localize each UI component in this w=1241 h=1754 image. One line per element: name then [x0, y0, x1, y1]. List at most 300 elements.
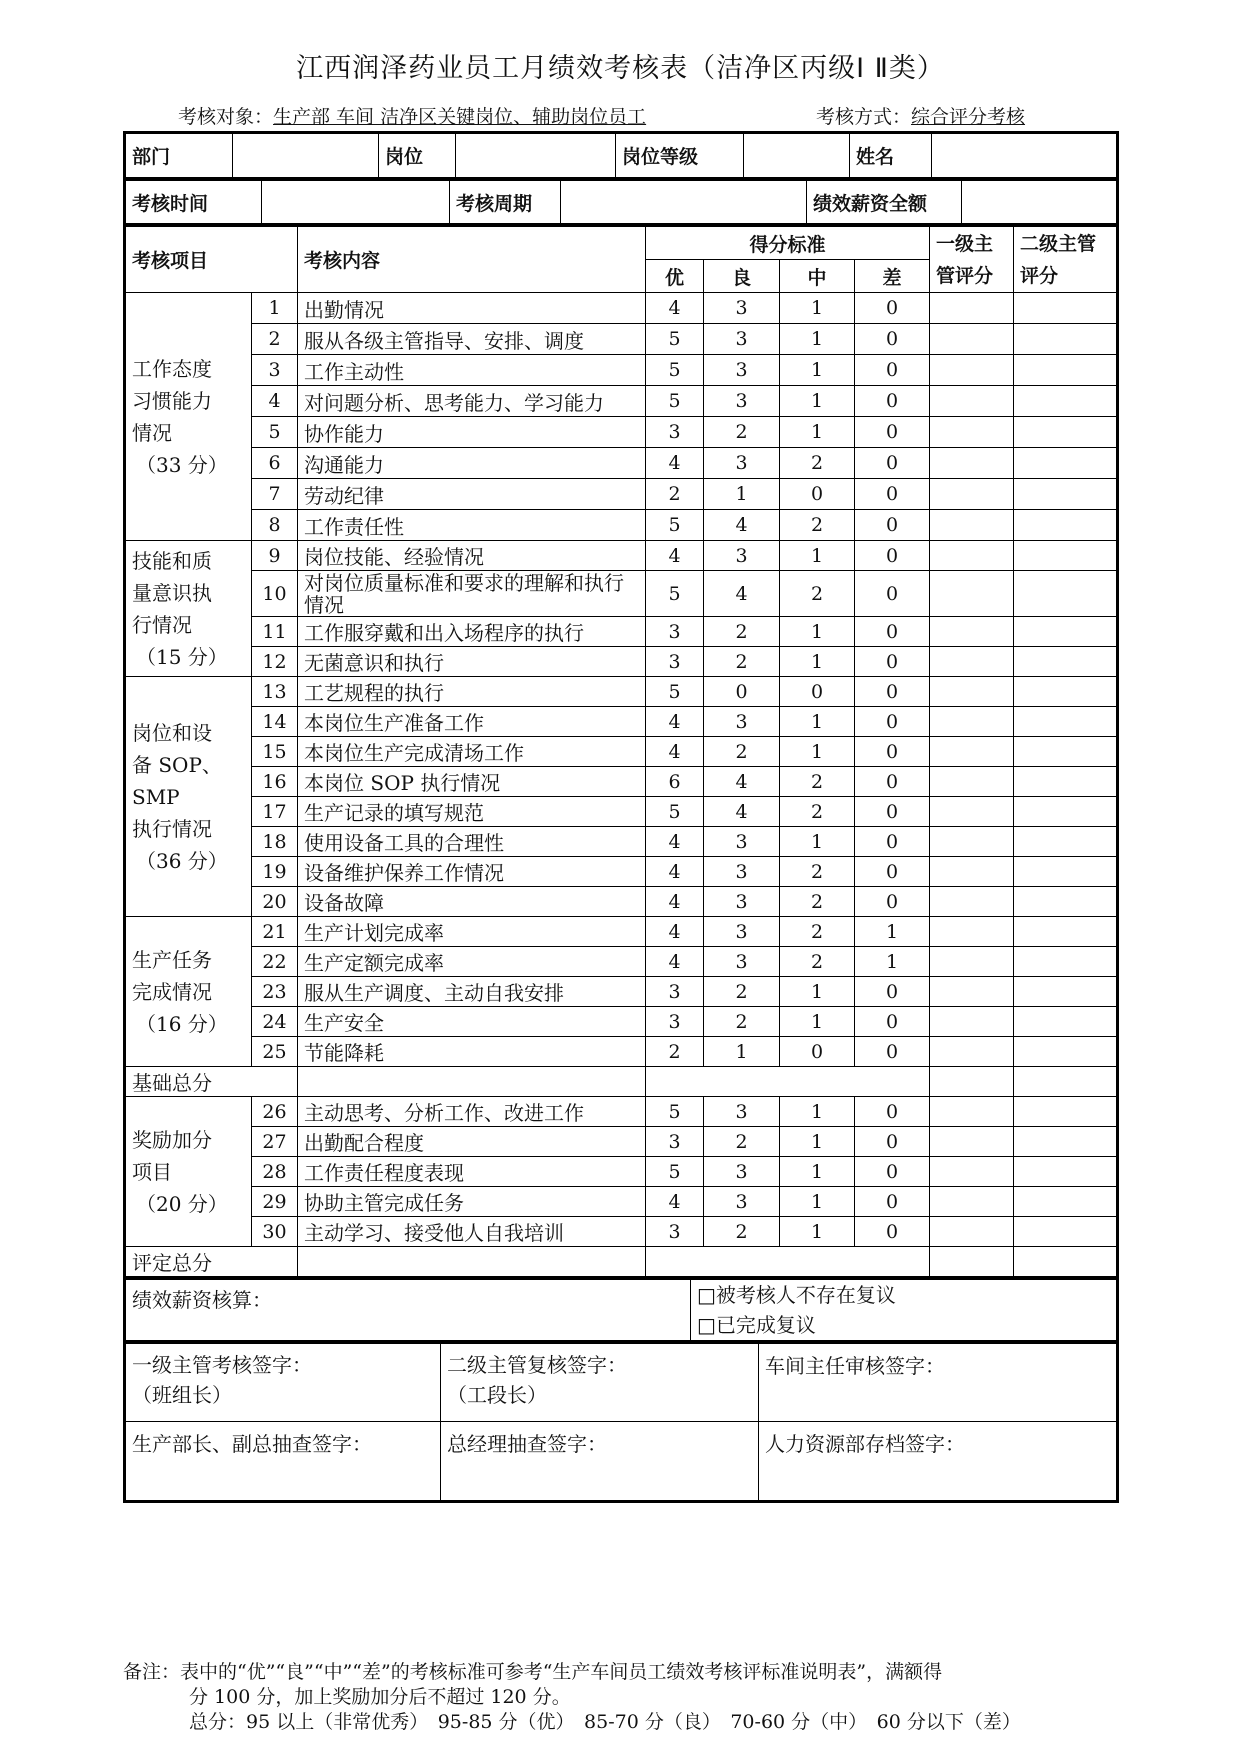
score-standard: 6	[646, 767, 704, 797]
sup2-score-cell[interactable]	[1014, 293, 1118, 324]
category-line: 技能和质	[132, 548, 212, 573]
header-standard: 得分标准	[646, 227, 930, 260]
sup1-score-cell[interactable]	[930, 1157, 1014, 1187]
period-field[interactable]	[561, 181, 807, 225]
category-line: 情况	[132, 420, 172, 445]
category-line: 奖励加分	[132, 1127, 212, 1152]
sup2-score-cell[interactable]	[1014, 479, 1118, 510]
header-good: 良	[704, 260, 780, 293]
score-standard: 3	[704, 355, 780, 386]
item-content: 本岗位生产准备工作	[298, 707, 646, 737]
score-standard: 0	[780, 479, 855, 510]
category-line: 工作态度	[132, 356, 212, 381]
score-standard: 5	[646, 510, 704, 541]
score-standard: 0	[855, 887, 930, 917]
item-number: 15	[252, 737, 298, 767]
sup1-score-cell[interactable]	[930, 571, 1014, 617]
header-mid: 中	[780, 260, 855, 293]
sup1-score-cell[interactable]	[930, 1007, 1014, 1037]
sup1-score-cell[interactable]	[930, 767, 1014, 797]
sup1-sign-sub: （班组长）	[132, 1383, 232, 1407]
info-table-2	[123, 180, 1119, 226]
base-total-sup1[interactable]	[930, 1067, 1014, 1097]
header-sup1: 一级主管评分	[930, 227, 1014, 293]
score-standard: 3	[646, 1127, 704, 1157]
score-standard: 0	[855, 293, 930, 324]
score-standard: 4	[646, 947, 704, 977]
score-standard: 1	[780, 1187, 855, 1217]
score-standard: 2	[704, 417, 780, 448]
item-content: 主动学习、接受他人自我培训	[298, 1217, 646, 1247]
sup2-score-cell[interactable]	[1014, 1127, 1118, 1157]
score-standard: 0	[855, 1007, 930, 1037]
notes	[123, 1660, 1133, 1735]
item-content: 沟通能力	[298, 448, 646, 479]
sup2-score-cell[interactable]	[1014, 767, 1118, 797]
prod-head-sign[interactable]	[125, 1422, 441, 1502]
base-total-content	[298, 1067, 646, 1097]
score-standard: 0	[855, 448, 930, 479]
score-standard: 3	[646, 417, 704, 448]
table-row	[125, 647, 1118, 677]
subject-label: 考核对象：	[178, 106, 274, 128]
sup2-score-cell[interactable]	[1014, 647, 1118, 677]
hr-sign-label: 人力资源部存档签字：	[765, 1432, 965, 1456]
sup2-score-cell[interactable]	[1014, 797, 1118, 827]
item-number: 2	[252, 324, 298, 355]
category-line: 备 SOP、SMP	[132, 752, 222, 809]
gm-sign[interactable]	[441, 1422, 759, 1502]
item-content: 使用设备工具的合理性	[298, 827, 646, 857]
header-excellent: 优	[646, 260, 704, 293]
category-line: 量意识执	[132, 580, 212, 605]
sup1-score-cell[interactable]	[930, 479, 1014, 510]
sup2-score-cell[interactable]	[1014, 386, 1118, 417]
sup1-sign[interactable]	[125, 1344, 441, 1422]
score-standard: 1	[780, 827, 855, 857]
sup2-score-cell[interactable]	[1014, 977, 1118, 1007]
score-standard: 2	[780, 448, 855, 479]
item-number: 8	[252, 510, 298, 541]
item-content: 工作责任性	[298, 510, 646, 541]
item-number: 21	[252, 917, 298, 947]
table-row	[125, 479, 1118, 510]
table-row	[125, 510, 1118, 541]
review-done-checkbox[interactable]: □已完成复议	[697, 1313, 816, 1337]
table-row	[125, 448, 1118, 479]
sup1-score-cell[interactable]	[930, 647, 1014, 677]
table-row	[125, 797, 1118, 827]
sup2-sign-sub: （工段长）	[447, 1383, 547, 1407]
review-checks	[691, 1280, 1118, 1342]
score-standard: 4	[704, 510, 780, 541]
score-standard: 0	[780, 1037, 855, 1067]
category-cell	[125, 677, 252, 917]
eval-total-sup1[interactable]	[930, 1247, 1014, 1278]
table-row	[125, 737, 1118, 767]
header-item: 考核项目	[125, 227, 298, 293]
score-standard: 2	[780, 767, 855, 797]
score-standard: 0	[855, 1097, 930, 1127]
post-label: 岗位	[379, 133, 456, 179]
score-standard: 1	[780, 293, 855, 324]
item-content: 对问题分析、思考能力、学习能力	[298, 386, 646, 417]
sup2-score-cell[interactable]	[1014, 827, 1118, 857]
item-content: 设备故障	[298, 887, 646, 917]
prod-head-sign-label: 生产部长、副总抽查签字：	[132, 1432, 372, 1456]
item-content: 劳动纪律	[298, 479, 646, 510]
score-standard: 2	[780, 947, 855, 977]
category-line: 行情况	[132, 612, 192, 637]
score-standard: 1	[780, 707, 855, 737]
sup2-score-cell[interactable]	[1014, 510, 1118, 541]
score-standard: 5	[646, 324, 704, 355]
score-standard: 2	[704, 737, 780, 767]
score-standard: 3	[646, 617, 704, 647]
sup1-score-cell[interactable]	[930, 1217, 1014, 1247]
table-row	[125, 917, 1118, 947]
category-line: （36 分）	[136, 848, 228, 873]
item-content: 工艺规程的执行	[298, 677, 646, 707]
sup2-score-cell[interactable]	[1014, 417, 1118, 448]
sup1-score-cell[interactable]	[930, 324, 1014, 355]
category-cell	[125, 1097, 252, 1247]
score-standard: 2	[780, 887, 855, 917]
score-standard: 1	[704, 1037, 780, 1067]
score-standard: 4	[646, 887, 704, 917]
score-standard: 1	[780, 355, 855, 386]
table-row	[125, 1007, 1118, 1037]
post-level-field[interactable]	[744, 133, 850, 179]
score-standard: 2	[780, 510, 855, 541]
score-standard: 2	[704, 617, 780, 647]
item-number: 4	[252, 386, 298, 417]
score-standard: 3	[646, 1007, 704, 1037]
hr-sign[interactable]	[759, 1422, 1118, 1502]
score-standard: 5	[646, 1157, 704, 1187]
item-content: 生产计划完成率	[298, 917, 646, 947]
score-standard: 2	[704, 1217, 780, 1247]
no-review-checkbox[interactable]: □被考核人不存在复议	[697, 1283, 896, 1307]
sup2-score-cell[interactable]	[1014, 677, 1118, 707]
score-standard: 4	[646, 293, 704, 324]
sup2-score-cell[interactable]	[1014, 324, 1118, 355]
sup2-score-cell[interactable]	[1014, 707, 1118, 737]
time-field[interactable]	[262, 181, 450, 225]
category-line: （15 分）	[136, 644, 228, 669]
table-row	[125, 355, 1118, 386]
item-number: 13	[252, 677, 298, 707]
sup1-score-cell[interactable]	[930, 417, 1014, 448]
score-standard: 2	[704, 1127, 780, 1157]
name-field[interactable]	[932, 133, 1118, 179]
sup2-score-cell[interactable]	[1014, 1187, 1118, 1217]
table-row	[125, 293, 1118, 324]
category-line: （20 分）	[136, 1191, 228, 1216]
sup1-score-cell[interactable]	[930, 947, 1014, 977]
sup1-score-cell[interactable]	[930, 448, 1014, 479]
item-content: 对岗位质量标准和要求的理解和执行情况	[298, 571, 646, 617]
score-standard: 2	[646, 1037, 704, 1067]
score-standard: 0	[855, 1187, 930, 1217]
table-row	[125, 1217, 1118, 1247]
score-standard: 1	[855, 947, 930, 977]
score-standard: 3	[704, 1187, 780, 1217]
sup1-sign-label: 一级主管考核签字：	[132, 1353, 312, 1377]
evaluation-form	[123, 131, 1116, 1503]
item-content: 工作主动性	[298, 355, 646, 386]
score-standard: 0	[855, 737, 930, 767]
item-number: 26	[252, 1097, 298, 1127]
item-content: 主动思考、分析工作、改进工作	[298, 1097, 646, 1127]
score-standard: 5	[646, 677, 704, 707]
score-standard: 3	[704, 324, 780, 355]
score-standard: 5	[646, 571, 704, 617]
sup2-score-cell[interactable]	[1014, 541, 1118, 571]
sup1-score-cell[interactable]	[930, 977, 1014, 1007]
score-standard: 4	[646, 707, 704, 737]
table-row	[125, 386, 1118, 417]
table-row	[125, 1037, 1118, 1067]
sup1-score-cell[interactable]	[930, 541, 1014, 571]
item-number: 30	[252, 1217, 298, 1247]
scoring-table	[123, 226, 1119, 1279]
category-cell	[125, 293, 252, 541]
score-standard: 0	[855, 1037, 930, 1067]
notes-line-2: 分 100 分，加上奖励加分后不超过 120 分。	[189, 1686, 571, 1708]
score-standard: 0	[855, 767, 930, 797]
subject-value: 生产部 车间 洁净区关键岗位、辅助岗位员工	[273, 106, 647, 128]
item-number: 3	[252, 355, 298, 386]
sup1-score-cell[interactable]	[930, 1097, 1014, 1127]
score-standard: 3	[704, 947, 780, 977]
sup1-score-cell[interactable]	[930, 677, 1014, 707]
score-standard: 0	[855, 977, 930, 1007]
sup1-score-cell[interactable]	[930, 707, 1014, 737]
salary-calc-label: 绩效薪资核算：	[125, 1280, 691, 1342]
score-standard: 0	[855, 707, 930, 737]
score-standard: 3	[704, 386, 780, 417]
salary-total-field[interactable]	[962, 181, 1118, 225]
category-line: （16 分）	[136, 1011, 228, 1036]
gm-sign-label: 总经理抽查签字：	[447, 1432, 607, 1456]
item-number: 25	[252, 1037, 298, 1067]
item-content: 服从生产调度、主动自我安排	[298, 977, 646, 1007]
table-row	[125, 977, 1118, 1007]
table-row	[125, 1097, 1118, 1127]
item-number: 16	[252, 767, 298, 797]
category-line: （33 分）	[136, 452, 228, 477]
score-standard: 1	[780, 617, 855, 647]
eval-total-score[interactable]	[646, 1247, 930, 1278]
item-number: 12	[252, 647, 298, 677]
score-standard: 2	[704, 647, 780, 677]
score-standard: 0	[855, 827, 930, 857]
sup2-sign-label: 二级主管复核签字：	[447, 1353, 627, 1377]
score-standard: 3	[704, 293, 780, 324]
score-standard: 5	[646, 355, 704, 386]
table-row	[125, 767, 1118, 797]
sup2-score-cell[interactable]	[1014, 1217, 1118, 1247]
sup1-score-cell[interactable]	[930, 1127, 1014, 1157]
category-line: 项目	[132, 1159, 172, 1184]
sup1-score-cell[interactable]	[930, 797, 1014, 827]
table-row	[125, 617, 1118, 647]
score-standard: 0	[855, 1217, 930, 1247]
post-field[interactable]	[456, 133, 616, 179]
table-row	[125, 827, 1118, 857]
table-row	[125, 1157, 1118, 1187]
score-standard: 0	[855, 1127, 930, 1157]
table-row	[125, 1127, 1118, 1157]
score-standard: 5	[646, 386, 704, 417]
score-standard: 1	[780, 1097, 855, 1127]
assessment-subject	[178, 102, 646, 129]
item-number: 10	[252, 571, 298, 617]
score-standard: 3	[704, 1157, 780, 1187]
item-number: 9	[252, 541, 298, 571]
score-standard: 1	[855, 917, 930, 947]
header-sup2: 二级主管评分	[1014, 227, 1118, 293]
table-row	[125, 857, 1118, 887]
sup2-score-cell[interactable]	[1014, 917, 1118, 947]
item-number: 29	[252, 1187, 298, 1217]
header-poor: 差	[855, 260, 930, 293]
eval-total-sup2[interactable]	[1014, 1247, 1118, 1278]
score-standard: 4	[646, 857, 704, 887]
table-row	[125, 324, 1118, 355]
sup2-score-cell[interactable]	[1014, 617, 1118, 647]
method-value: 综合评分考核	[911, 106, 1026, 128]
sup2-score-cell[interactable]	[1014, 1157, 1118, 1187]
table-row	[125, 541, 1118, 571]
sup2-score-cell[interactable]	[1014, 1037, 1118, 1067]
sup1-score-cell[interactable]	[930, 355, 1014, 386]
score-standard: 0	[704, 677, 780, 707]
score-standard: 2	[780, 917, 855, 947]
item-number: 18	[252, 827, 298, 857]
score-standard: 3	[704, 887, 780, 917]
base-total-row	[125, 1067, 1118, 1097]
item-content: 生产定额完成率	[298, 947, 646, 977]
score-standard: 4	[646, 541, 704, 571]
item-content: 生产记录的填写规范	[298, 797, 646, 827]
score-standard: 3	[704, 827, 780, 857]
score-standard: 0	[855, 541, 930, 571]
sup2-sign[interactable]	[441, 1344, 759, 1422]
table-row	[125, 677, 1118, 707]
sup1-score-cell[interactable]	[930, 510, 1014, 541]
item-number: 28	[252, 1157, 298, 1187]
sup1-score-cell[interactable]	[930, 293, 1014, 324]
dept-label: 部门	[125, 133, 233, 179]
score-standard: 0	[855, 617, 930, 647]
item-number: 6	[252, 448, 298, 479]
sup1-score-cell[interactable]	[930, 857, 1014, 887]
category-line: 执行情况	[132, 816, 212, 841]
sup2-score-cell[interactable]	[1014, 448, 1118, 479]
category-line: 生产任务	[132, 947, 212, 972]
score-standard: 3	[646, 647, 704, 677]
score-standard: 2	[646, 479, 704, 510]
sup2-score-cell[interactable]	[1014, 857, 1118, 887]
score-standard: 0	[855, 479, 930, 510]
table-row	[125, 947, 1118, 977]
sup2-score-cell[interactable]	[1014, 737, 1118, 767]
table-row	[125, 1187, 1118, 1217]
salary-total-label: 绩效薪资全额	[807, 181, 962, 225]
score-standard: 3	[704, 707, 780, 737]
score-standard: 5	[646, 1097, 704, 1127]
item-number: 24	[252, 1007, 298, 1037]
sup2-score-cell[interactable]	[1014, 1097, 1118, 1127]
assessment-method	[816, 102, 1025, 129]
post-level-label: 岗位等级	[616, 133, 744, 179]
score-standard: 1	[780, 1007, 855, 1037]
item-number: 1	[252, 293, 298, 324]
sup1-score-cell[interactable]	[930, 827, 1014, 857]
score-standard: 1	[780, 1157, 855, 1187]
score-standard: 1	[780, 977, 855, 1007]
sup2-score-cell[interactable]	[1014, 947, 1118, 977]
eval-total-row	[125, 1247, 1118, 1278]
category-line: 习惯能力	[132, 388, 212, 413]
score-standard: 1	[780, 541, 855, 571]
item-number: 11	[252, 617, 298, 647]
sup2-score-cell[interactable]	[1014, 571, 1118, 617]
score-standard: 3	[704, 448, 780, 479]
score-standard: 0	[855, 510, 930, 541]
signature-table	[123, 1343, 1119, 1503]
base-total-sup2[interactable]	[1014, 1067, 1118, 1097]
sup1-score-cell[interactable]	[930, 386, 1014, 417]
score-standard: 1	[780, 386, 855, 417]
sup1-score-cell[interactable]	[930, 1037, 1014, 1067]
score-standard: 0	[855, 647, 930, 677]
sup2-score-cell[interactable]	[1014, 355, 1118, 386]
item-content: 节能降耗	[298, 1037, 646, 1067]
sup1-score-cell[interactable]	[930, 617, 1014, 647]
item-content: 协作能力	[298, 417, 646, 448]
score-standard: 0	[855, 355, 930, 386]
sup1-score-cell[interactable]	[930, 737, 1014, 767]
item-content: 岗位技能、经验情况	[298, 541, 646, 571]
method-label: 考核方式：	[816, 106, 912, 128]
score-standard: 4	[646, 737, 704, 767]
info-table	[123, 131, 1119, 180]
sup2-score-cell[interactable]	[1014, 1007, 1118, 1037]
page-title: 江西润泽药业员工月绩效考核表（洁净区丙级Ⅰ Ⅱ类）	[296, 53, 945, 84]
sup1-score-cell[interactable]	[930, 917, 1014, 947]
header-content: 考核内容	[298, 227, 646, 293]
eval-total-label: 评定总分	[125, 1247, 298, 1278]
score-standard: 1	[780, 417, 855, 448]
item-number: 7	[252, 479, 298, 510]
score-standard: 3	[704, 857, 780, 887]
director-sign[interactable]	[759, 1344, 1118, 1422]
score-standard: 4	[646, 917, 704, 947]
score-standard: 0	[855, 797, 930, 827]
table-row	[125, 571, 1118, 617]
base-total-score[interactable]	[646, 1067, 930, 1097]
score-standard: 0	[855, 386, 930, 417]
dept-field[interactable]	[233, 133, 379, 179]
table-row	[125, 707, 1118, 737]
score-standard: 3	[704, 917, 780, 947]
sup1-score-cell[interactable]	[930, 1187, 1014, 1217]
sup1-score-cell[interactable]	[930, 887, 1014, 917]
sup2-score-cell[interactable]	[1014, 887, 1118, 917]
